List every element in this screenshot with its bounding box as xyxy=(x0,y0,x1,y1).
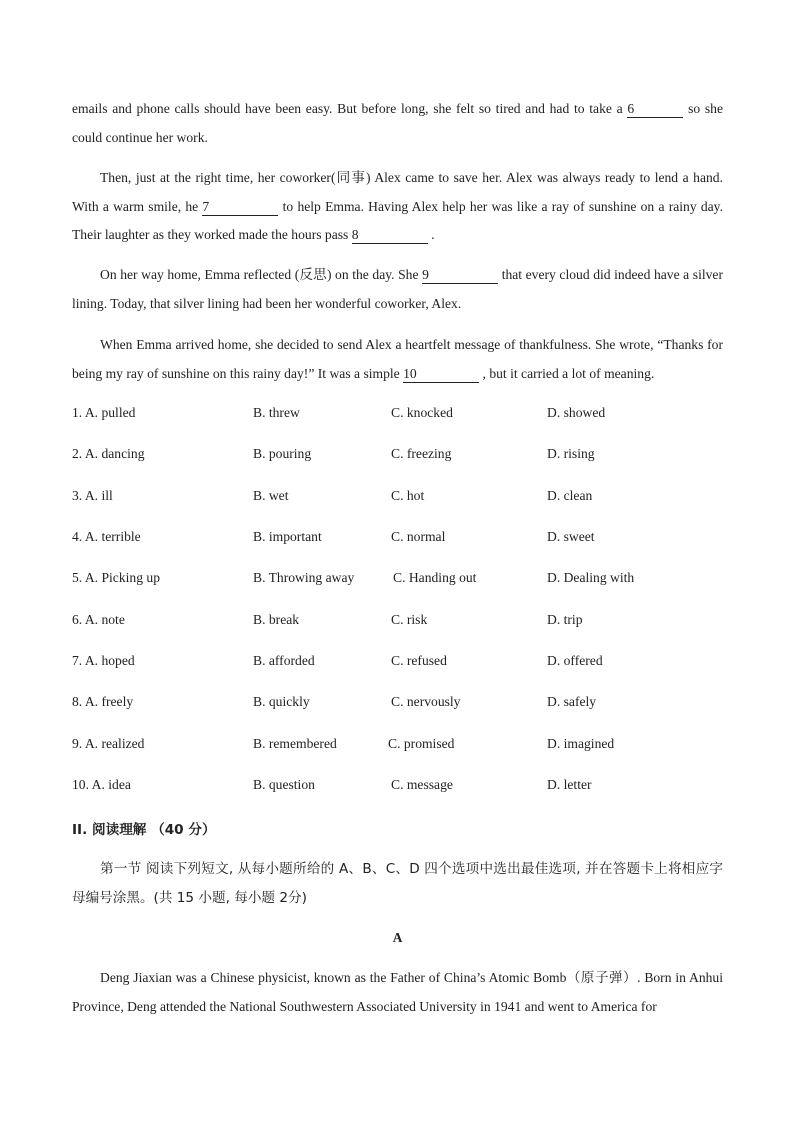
option-d: D. trip xyxy=(547,612,583,627)
paragraph-text: to help Emma. Having Alex help her was like a ray of sunshine on a rainy day. Their laughter as they worked made the hours pass xyxy=(72,198,723,242)
option-d: D. letter xyxy=(547,777,592,792)
paragraph-text: that every cloud did indeed have a silver lining. Today, that silver lining had been her wonderful coworker, Alex. xyxy=(72,267,723,311)
option-row-2 xyxy=(72,446,723,466)
option-row-6 xyxy=(72,612,723,632)
option-c: C. hot xyxy=(391,488,425,503)
paragraph-text: so she could continue her work. xyxy=(72,101,723,145)
passage-title: A xyxy=(392,930,403,945)
option-d: D. imagined xyxy=(547,736,615,751)
option-c: C. risk xyxy=(391,612,428,627)
cloze-paragraph-3 xyxy=(72,261,723,318)
option-a: 4. A. terrible xyxy=(72,529,141,544)
option-d: D. sweet xyxy=(547,529,595,544)
option-a: 5. A. Picking up xyxy=(72,570,160,585)
option-c: C. refused xyxy=(391,653,447,668)
option-c: C. Handing out xyxy=(393,570,477,585)
option-c: C. promised xyxy=(388,736,455,751)
option-b: B. quickly xyxy=(253,694,310,709)
paragraph-text: When Emma arrived home, she decided to send Alex a heartfelt message of thankfulness. She wrote, “Thanks for being my ray of sunshine on this rainy day!” It was a simple xyxy=(72,337,723,381)
option-b: B. break xyxy=(253,612,300,627)
option-row-10 xyxy=(72,777,723,797)
option-d: D. rising xyxy=(547,446,595,461)
option-c: C. message xyxy=(391,777,453,792)
blank-7: 7 xyxy=(202,199,278,216)
option-c: C. nervously xyxy=(391,694,461,709)
paragraph-text: Then, just at the right time, her coworker(同事) Alex came to save her. Alex was always ready to lend a hand. With a warm smile, he xyxy=(72,170,723,214)
option-a: 3. A. ill xyxy=(72,488,113,503)
option-c: C. freezing xyxy=(391,446,452,461)
option-d: D. clean xyxy=(547,488,593,503)
section-heading: II. 阅读理解 （40 分） xyxy=(72,822,216,838)
option-a: 2. A. dancing xyxy=(72,446,145,461)
cloze-paragraph-2 xyxy=(72,164,723,250)
option-b: B. Throwing away xyxy=(253,570,355,585)
option-d: D. offered xyxy=(547,653,603,668)
option-b: B. wet xyxy=(253,488,289,503)
option-a: 6. A. note xyxy=(72,612,125,627)
option-c: C. knocked xyxy=(391,405,453,420)
option-a: 1. A. pulled xyxy=(72,405,136,420)
option-a: 8. A. freely xyxy=(72,694,134,709)
option-b: B. remembered xyxy=(253,736,337,751)
cloze-paragraph-1 xyxy=(72,95,723,152)
option-a: 10. A. idea xyxy=(72,777,131,792)
blank-10: 10 xyxy=(403,366,479,383)
paragraph-text: . xyxy=(431,227,435,242)
option-row-5 xyxy=(72,570,723,590)
option-b: B. pouring xyxy=(253,446,312,461)
option-d: D. showed xyxy=(547,405,606,420)
paragraph-text: emails and phone calls should have been easy. But before long, she felt so tired and had to take a xyxy=(72,101,623,116)
passage-text: Deng Jiaxian was a Chinese physicist, known as the Father of China’s Atomic Bomb（原子弹）. Born in Anhui Province, Deng attended the National Southwestern Associated University in 1941 and went to America for xyxy=(72,970,723,1014)
option-row-3 xyxy=(72,488,723,508)
option-d: D. safely xyxy=(547,694,597,709)
blank-6: 6 xyxy=(627,101,683,118)
option-row-1 xyxy=(72,405,723,425)
cloze-paragraph-4 xyxy=(72,331,723,388)
option-b: B. important xyxy=(253,529,322,544)
option-b: B. threw xyxy=(253,405,300,420)
section-instruction: 第一节 阅读下列短文, 从每小题所给的 A、B、C、D 四个选项中选出最佳选项, 并在答题卡上将相应字母编号涂黑。(共 15 小题, 每小题 2分) xyxy=(72,861,723,906)
option-row-9 xyxy=(72,736,723,756)
option-a: 9. A. realized xyxy=(72,736,145,751)
paragraph-text: , but it carried a lot of meaning. xyxy=(482,365,655,381)
option-d: D. Dealing with xyxy=(547,570,635,585)
paragraph-text: On her way home, Emma reflected (反思) on the day. She xyxy=(100,267,419,282)
option-b: B. afforded xyxy=(253,653,315,668)
option-row-7 xyxy=(72,653,723,673)
blank-8: 8 xyxy=(352,227,428,244)
option-row-8 xyxy=(72,694,723,714)
blank-9: 9 xyxy=(422,267,498,284)
option-b: B. question xyxy=(253,777,315,792)
option-a: 7. A. hoped xyxy=(72,653,135,668)
option-c: C. normal xyxy=(391,529,446,544)
option-row-4 xyxy=(72,529,723,549)
